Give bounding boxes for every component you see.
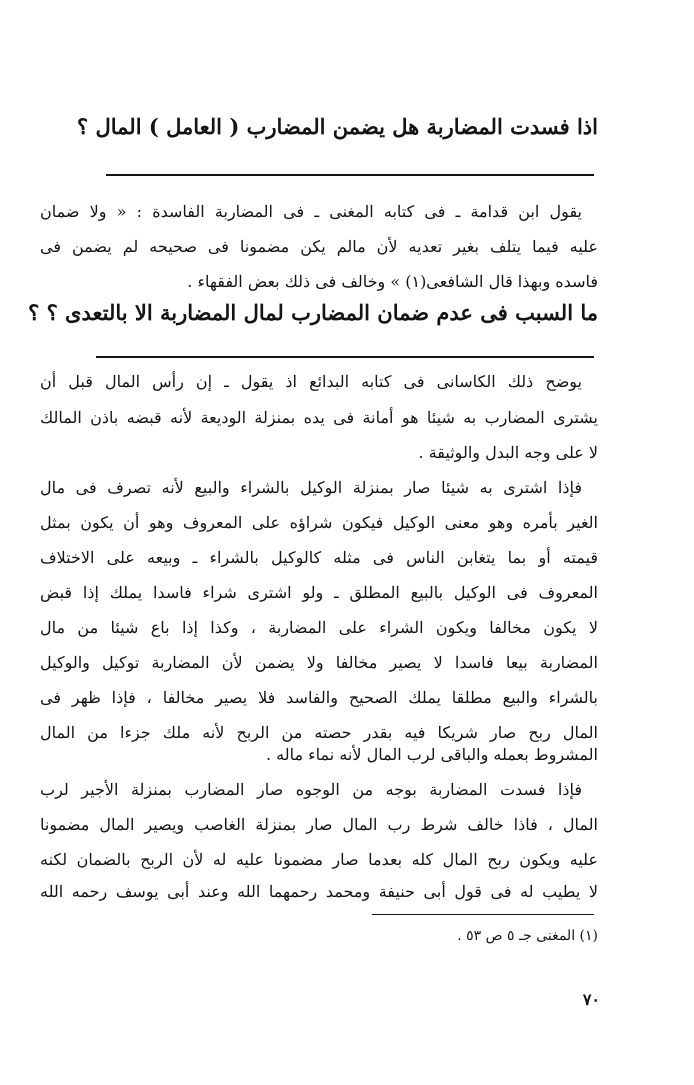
body-line: المال ربح صار شريكا فيه بقدر حصته من الربح لأنه ملك جزءا من المال xyxy=(40,723,598,742)
heading-rule xyxy=(96,356,594,358)
section1-line: عليه فيما يتلف بغير تعديه لأن مالم يكن مضمونا فى صحيحه لم يضمن فى xyxy=(40,237,598,256)
body-line: بالشراء والبيع مطلقا يملك الصحيح والفاسد فلا يصير مخالفا ، فإذا ظهر فى xyxy=(40,688,598,707)
footnote: (١) المغنى جـ ٥ ص ٥٣ . xyxy=(457,928,598,944)
section1-line: يقول ابن قدامة ـ فى كتابه المغنى ـ فى المضاربة الفاسدة : « ولا ضمان xyxy=(40,202,582,221)
body-line: لا على وجه البدل والوثيقة . xyxy=(418,443,598,462)
heading-question-2: ما السبب فى عدم ضمان المضارب لمال المضاربة الا بالتعدى ؟ ؟ xyxy=(28,300,598,325)
body-line: المعروف فى الوكيل بالبيع المطلق ـ ولو اشترى شراء فاسدا يملك إذا قبض xyxy=(40,583,598,602)
body-line: يوضح ذلك الكاسانى فى كتابه البدائع اذ يقول ـ إن رأس المال قبل أن xyxy=(40,372,582,391)
body-line: لا يطيب له فى قول أبى حنيفة ومحمد رحمهما الله وعند أبى يوسف رحمه الله xyxy=(40,882,598,901)
footnote-separator xyxy=(372,914,594,915)
body-line: يشترى المضارب به شيئا هو أمانة فى يده بمنزلة الوديعة لأنه قبضه باذن المالك xyxy=(40,408,598,427)
body-line: فإذا اشترى به شيئا صار بمنزلة الوكيل بالشراء والبيع لأنه تصرف فى مال xyxy=(40,478,582,497)
body-line: المال ، فاذا خالف شرط رب المال صار بمنزلة الغاصب ويصير المال مضمونا xyxy=(40,815,598,834)
body-line: لا يكون مخالفا ويكون الشراء على المضاربة ، وكذا إذا باع شيئا من مال xyxy=(40,618,598,637)
section1-line: فاسده وبهذا قال الشافعى(١) » وخالف فى ذلك بعض الفقهاء . xyxy=(187,272,598,291)
body-line: الغير بأمره وهو معنى الوكيل فيكون شراؤه على المعروف وهو أن يكون بمثل xyxy=(40,513,598,532)
body-line: قيمته أو بما يتغابن الناس فى مثله كالوكيل بالشراء ـ وبيعه على الاختلاف xyxy=(40,548,598,567)
body-line: عليه ويكون ربح المال كله بعدما صار مضمونا عليه له لأن الربح بالضمان لكنه xyxy=(40,850,598,869)
body-line: فإذا فسدت المضاربة بوجه من الوجوه صار المضارب بمنزلة الأجير لرب xyxy=(40,780,582,799)
body-line: المشروط بعمله والباقى لرب المال لأنه نماء ماله . xyxy=(266,745,598,764)
body-line: المضاربة بيعا فاسدا لا يصير مخالفا ولا يضمن لأن المضاربة توكيل والوكيل xyxy=(40,653,598,672)
page-number: ٧٠ xyxy=(582,990,600,1009)
heading-question-1: اذا فسدت المضاربة هل يضمن المضارب ( العامل ) المال ؟ xyxy=(77,114,598,139)
heading-rule xyxy=(106,174,594,176)
